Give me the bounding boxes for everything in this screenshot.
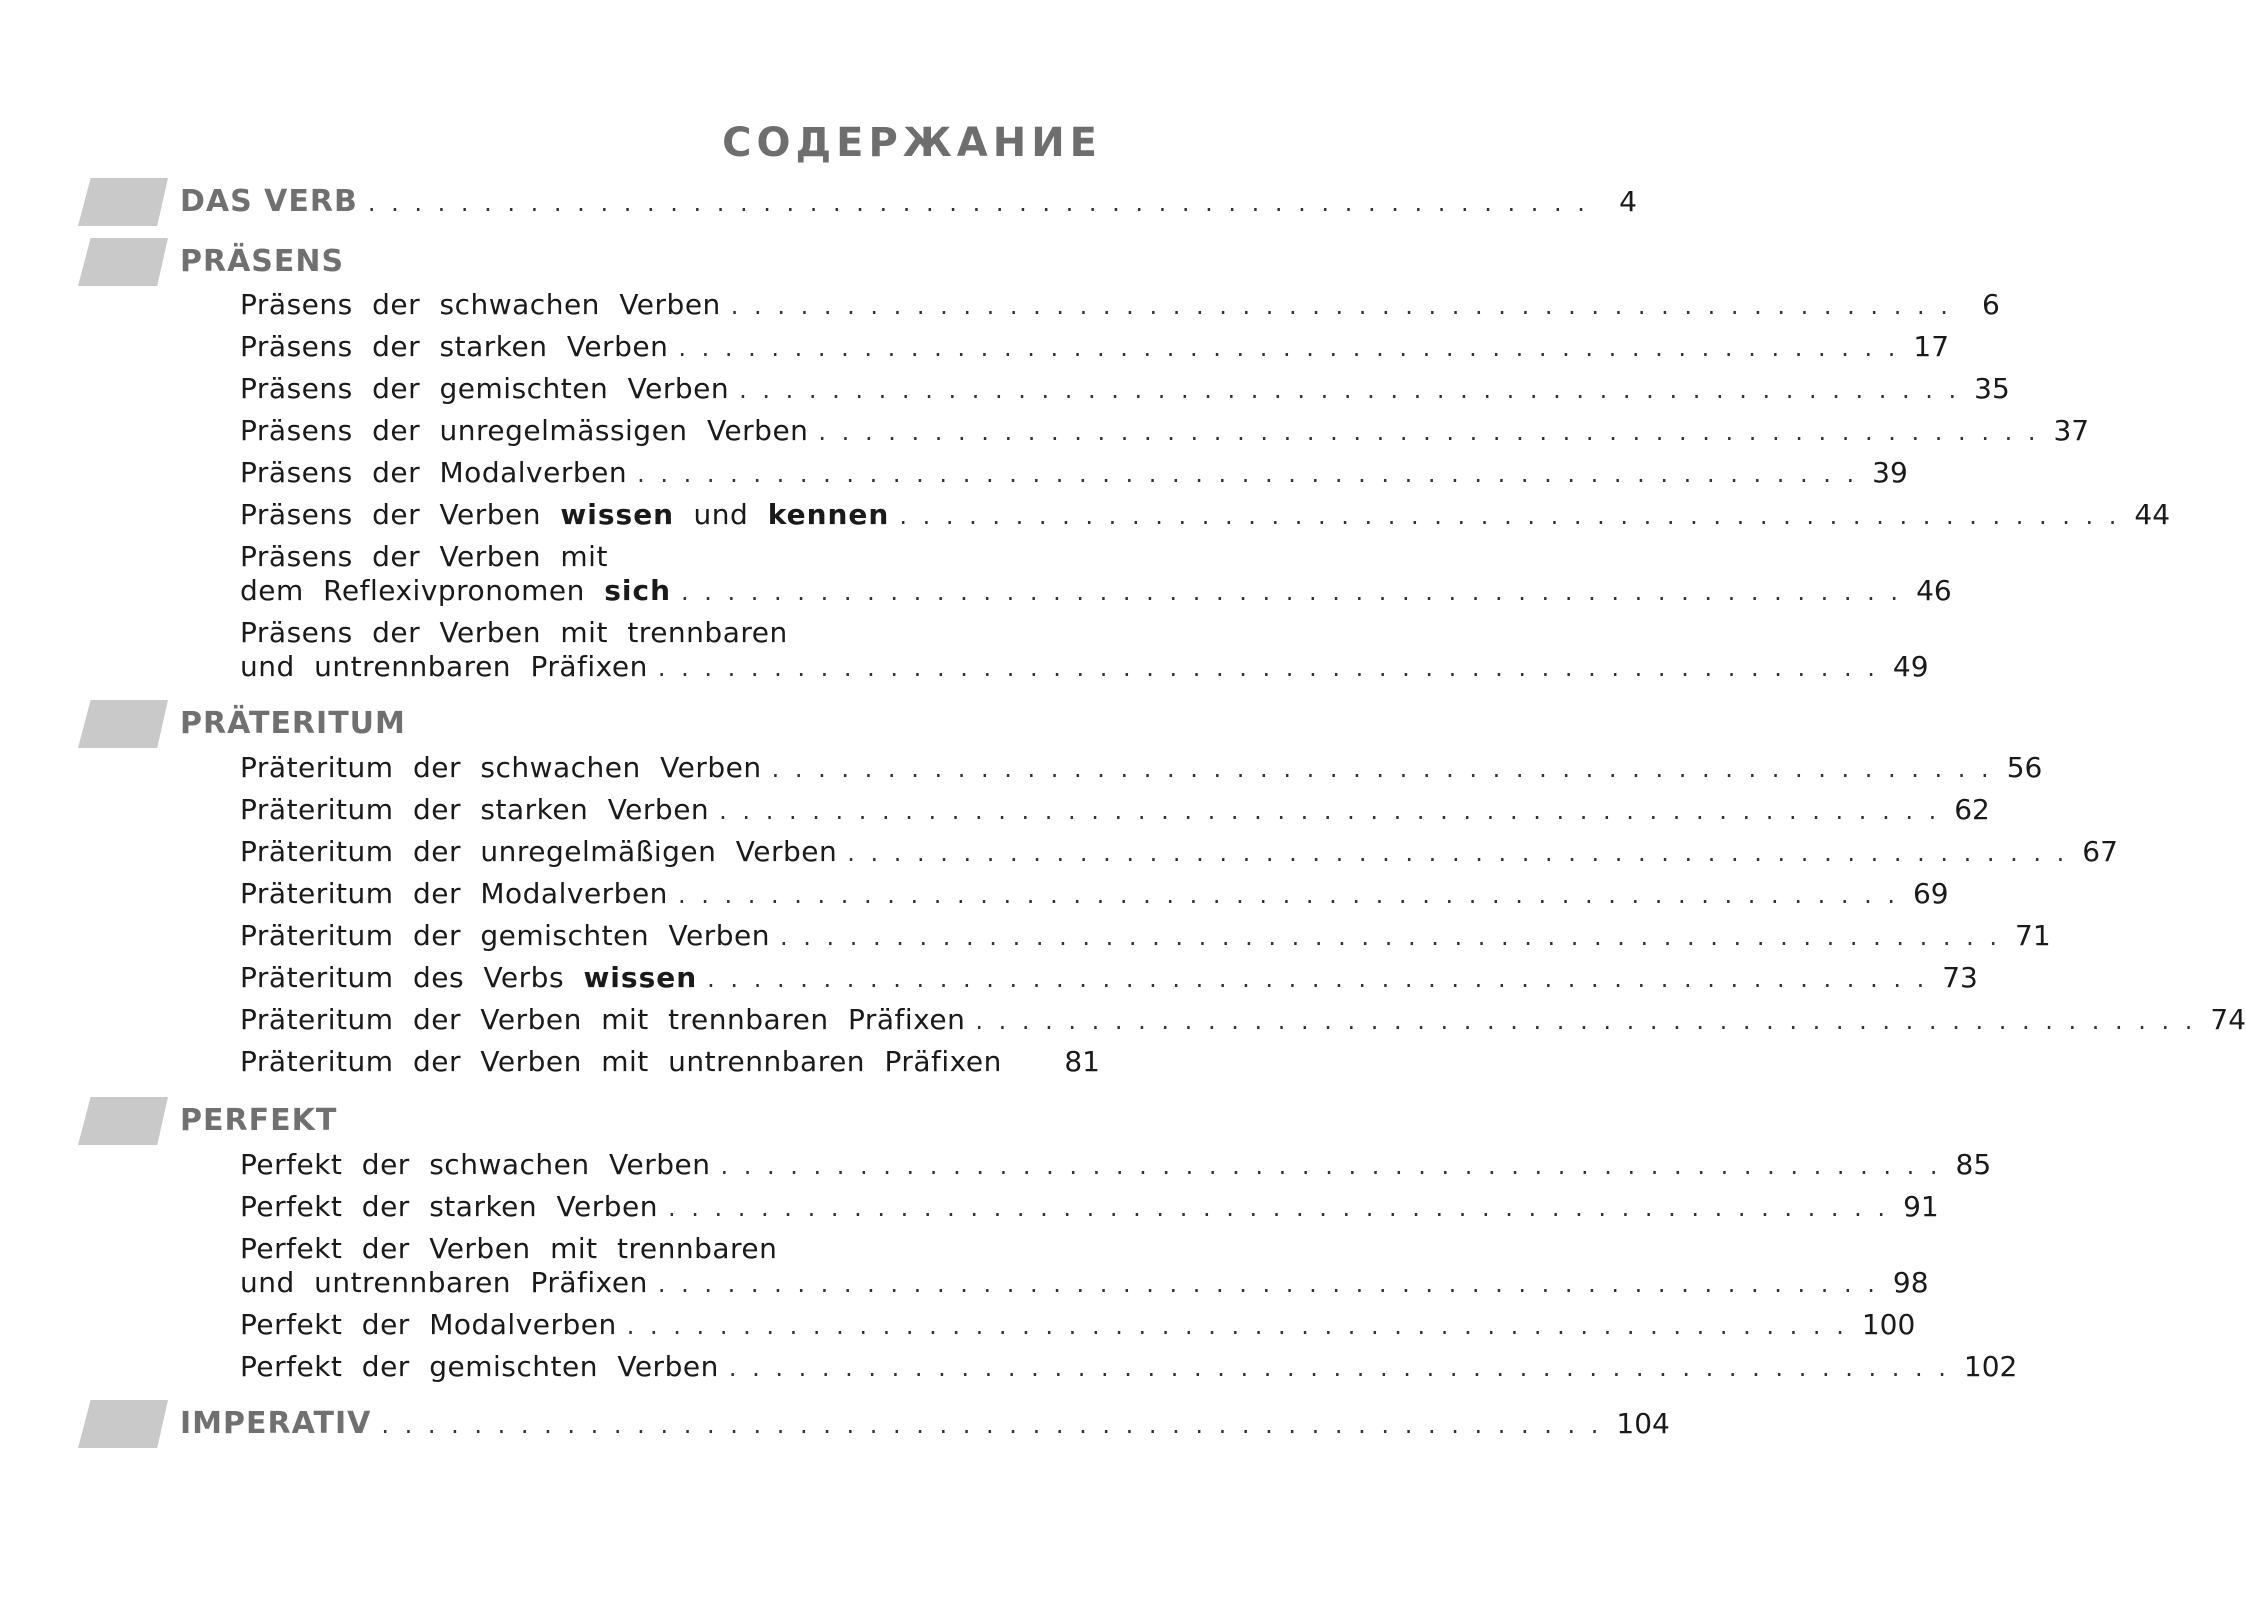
page-number: 91 [1903, 1190, 1939, 1223]
section-praesens [0, 238, 1200, 286]
entry-label: und untrennbaren Präfixen [240, 1266, 648, 1299]
section-perfekt [0, 1097, 1200, 1145]
entry-label [240, 494, 889, 536]
toc-row[interactable] [240, 1041, 1100, 1083]
toc-row[interactable] [240, 1144, 1992, 1186]
entry-label: Präsens der gemischten Verben [240, 372, 730, 405]
toc-row[interactable] [240, 831, 2118, 873]
entry-label: Präsens der starken Verben [240, 330, 669, 363]
dot-leader: . . . . . . . . . . . . . . . . . . . . . . . . . . . . . . . . . . . . . . . . . . . . . . . . . . . . . [637, 460, 1859, 488]
toc-row[interactable] [240, 452, 1908, 494]
entry-label: Perfekt der starken Verben [240, 1190, 659, 1223]
page-number: 44 [2134, 498, 2171, 531]
entry-label-line1: Präsens der Verben mit [240, 540, 608, 573]
page-title: СОДЕРЖАНИЕ [722, 120, 1102, 166]
dot-leader: . . . . . . . . . . . . . . . . . . . . . . . . . . . . . . . . . . . . . . . . . . . . . . . . . . . . . [730, 292, 1952, 320]
entry-label: Präteritum der Modalverben [240, 877, 668, 910]
toc-row[interactable] [240, 284, 2000, 326]
dot-leader: . . . . . . . . . . . . . . . . . . . . . . . . . . . . . . . . . . . . . . . . . . . . . . . . . . . . . [720, 1152, 1942, 1180]
section-das-verb [0, 178, 1637, 226]
section-praeteritum [0, 700, 1200, 748]
dot-leader: . . . . . . . . . . . . . . . . . . . . . . . . . . . . . . . . . . . . . . . . . . . . . . . . . . . . . [975, 1007, 2197, 1035]
dot-leader: . . . . . . . . . . . . . . . . . . . . . . . . . . . . . . . . . . . . . . . . . . . . . . . . . . . . . [818, 418, 2040, 446]
page-number: 81 [1064, 1045, 1100, 1078]
entry-label: Präsens der unregelmässigen Verben [240, 414, 809, 447]
toc-row[interactable] [240, 915, 2051, 957]
toc-row[interactable] [240, 368, 2010, 410]
page-number: 37 [2053, 414, 2090, 447]
emphasized-word: sich [604, 574, 672, 607]
page-number: 62 [1954, 793, 1990, 826]
page-number: 35 [1974, 372, 2010, 405]
dot-leader: . . . . . . . . . . . . . . . . . . . . . . . . . . . . . . . . . . . . . . . . . . . . . . . . . . . . . [847, 839, 2069, 867]
toc-row[interactable] [180, 181, 1637, 223]
toc-row[interactable] [240, 873, 1949, 915]
page-number: 102 [1963, 1350, 2018, 1383]
emphasized-word: kennen [767, 498, 890, 531]
entry-label: Präsens der Modalverben [240, 456, 628, 489]
entry-label: Präteritum der Verben mit untrennbaren Präfixen [240, 1045, 1002, 1078]
page-number: 98 [1892, 1266, 1929, 1299]
page-number: 85 [1955, 1148, 1992, 1181]
page-number: 56 [2006, 751, 2043, 784]
entry-label: Perfekt der gemischten Verben [240, 1350, 719, 1383]
toc-row[interactable] [240, 747, 2043, 789]
section-title: PRÄTERITUM [180, 706, 406, 741]
dot-leader: . . . . . . . . . . . . . . . . . . . . . . . . . . . . . . . . . . . . . . . . . . . . . . . . . . . . . [678, 334, 1900, 362]
section-title: IMPERATIV [180, 1406, 372, 1441]
toc-row[interactable] [240, 999, 2246, 1041]
entry-label [240, 957, 697, 999]
page-number: 6 [1982, 288, 2000, 321]
entry-label: Perfekt der Modalverben [240, 1308, 617, 1341]
dot-leader: . . . . . . . . . . . . . . . . . . . . . . . . . . . . . . . . . . . . . . . . . . . . . . . . . . . . . [899, 502, 2121, 530]
dot-leader: . . . . . . . . . . . . . . . . . . . . . . . . . . . . . . . . . . . . . . . . . . . . . . . . . . . . . [657, 654, 1879, 682]
entry-label: Präsens der schwachen Verben [240, 288, 721, 321]
page-number: 71 [2015, 919, 2051, 952]
page-number: 73 [1942, 961, 1978, 994]
toc-row[interactable] [240, 957, 1978, 999]
label-text: Präsens der Verben [240, 498, 561, 531]
emphasized-word: wissen [583, 961, 698, 994]
page-number: 69 [1912, 877, 1949, 910]
label-text: dem Reflexivpronomen [240, 574, 605, 607]
toc-row[interactable] [240, 1186, 1939, 1228]
section-imperativ [0, 1400, 1670, 1448]
toc-row[interactable] [240, 494, 2171, 536]
dot-leader: . . . . . . . . . . . . . . . . . . . . . . . . . . . . . . . . . . . . . . . . . . . . . . . . . . . . . [626, 1312, 1848, 1340]
dot-leader: . . . . . . . . . . . . . . . . . . . . . . . . . . . . . . . . . . . . . . . . . . . . . . . . . . . . . [779, 923, 2002, 951]
page-number: 49 [1892, 650, 1929, 683]
dot-leader: . . . . . . . . . . . . . . . . . . . . . . . . . . . . . . . . . . . . . . . . . . . . . . . . . . . . . [771, 755, 1993, 783]
entry-label: und untrennbaren Präfixen [240, 650, 648, 683]
section-tab-marker [78, 178, 168, 226]
toc-row[interactable] [240, 1262, 1929, 1304]
dot-leader: . . . . . . . . . . . . . . . . . . . . . . . . . . . . . . . . . . . . . . . . . . . . . . . . . . . . . [677, 881, 1899, 909]
dot-leader: . . . . . . . . . . . . . . . . . . . . . . . . . . . . . . . . . . . . . . . . . . . . . . . . . . . . . [381, 1411, 1603, 1439]
label-text: Präteritum des Verbs [240, 961, 584, 994]
label-text: und [674, 498, 768, 531]
toc-row[interactable] [240, 1304, 1916, 1346]
entry-label-line1: Präsens der Verben mit trennbaren [240, 616, 788, 649]
dot-leader: . . . . . . . . . . . . . . . . . . . . . . . . . . . . . . . . . . . . . . . . . . . . . . . . . . . . . [668, 1194, 1890, 1222]
toc-row[interactable] [240, 326, 1950, 368]
entry-label: Präteritum der Verben mit trennbaren Präfixen [240, 1003, 966, 1036]
dot-leader: . . . . . . . . . . . . . . . . . . . . . . . . . . . . . . . . . . . . . . . . . . . . . . . . . . . . . [739, 376, 1961, 404]
section-tab-marker [78, 1097, 168, 1145]
dot-leader: . . . . . . . . . . . . . . . . . . . . . . . . . . . . . . . . . . . . . . . . . . . . . . . . . . . . . [707, 965, 1929, 993]
section-title: PERFEKT [180, 1103, 338, 1138]
section-title: DAS VERB [180, 184, 358, 219]
page-number: 46 [1916, 574, 1952, 607]
toc-row[interactable] [240, 410, 2090, 452]
entry-label: Präteritum der schwachen Verben [240, 751, 762, 784]
page-number: 74 [2210, 1003, 2246, 1036]
section-title: PRÄSENS [180, 244, 345, 279]
section-tab-marker [78, 700, 168, 748]
dot-leader: . . . . . . . . . . . . . . . . . . . . . . . . . . . . . . . . . . . . . . . . . . . . . . . . . . . . . [728, 1354, 1950, 1382]
dot-leader: . . . . . . . . . . . . . . . . . . . . . . . . . . . . . . . . . . . . . . . . . . . . . . . . . . . . . [719, 797, 1941, 825]
entry-label: Präteritum der gemischten Verben [240, 919, 770, 952]
entry-label-line1: Perfekt der Verben mit trennbaren [240, 1232, 778, 1265]
toc-row[interactable] [240, 789, 1990, 831]
toc-row[interactable] [240, 646, 1929, 688]
section-tab-marker [78, 1400, 168, 1448]
page-number: 100 [1861, 1308, 1916, 1341]
toc-row[interactable] [240, 1346, 2018, 1388]
emphasized-word: wissen [560, 498, 675, 531]
dot-leader: . . . . . . . . . . . . . . . . . . . . . . . . . . . . . . . . . . . . . . . . . . . . . . . . . . . . . [681, 578, 1903, 606]
dot-leader: . . . . . . . . . . . . . . . . . . . . . . . . . . . . . . . . . . . . . . . . . . . . . . . . . . . . . [367, 189, 1589, 217]
page-number: 39 [1872, 456, 1908, 489]
toc-row[interactable] [240, 570, 1952, 612]
entry-label: Präteritum der starken Verben [240, 793, 710, 826]
entry-label: Perfekt der schwachen Verben [240, 1148, 711, 1181]
entry-label [240, 570, 671, 612]
page-number: 67 [2082, 835, 2118, 868]
toc-row[interactable] [180, 1403, 1670, 1445]
page-number: 17 [1913, 330, 1950, 363]
page-number: 104 [1616, 1407, 1670, 1440]
section-tab-marker [78, 238, 168, 286]
dot-leader: . . . . . . . . . . . . . . . . . . . . . . . . . . . . . . . . . . . . . . . . . . . . . . . . . . . . . [657, 1270, 1879, 1298]
entry-label: Präteritum der unregelmäßigen Verben [240, 835, 838, 868]
page-number: 4 [1619, 185, 1637, 218]
